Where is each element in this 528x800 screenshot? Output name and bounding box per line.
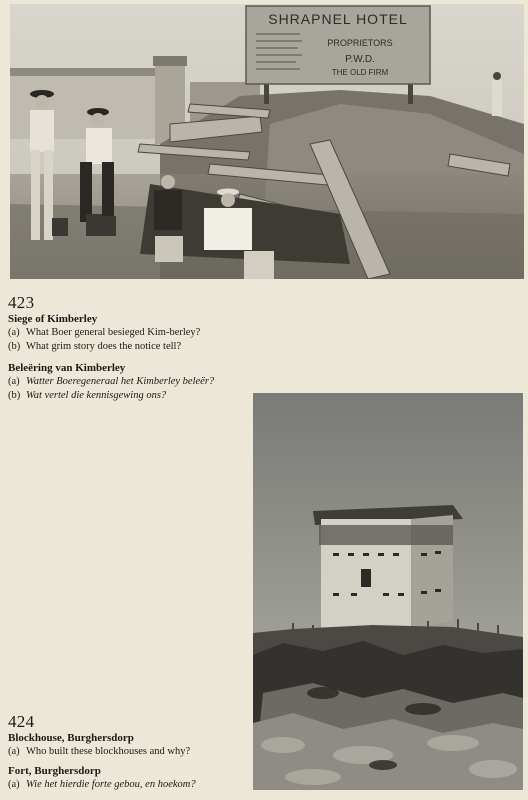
- sign-title: SHRAPNEL HOTEL: [268, 11, 408, 27]
- item-title-en: Siege of Kimberley: [8, 313, 98, 325]
- sign-old-firm: THE OLD FIRM: [331, 68, 389, 77]
- question-text-af: Wie het hierdie forte gebou, en hoekom?: [26, 778, 196, 790]
- blockhouse-photo: [253, 393, 523, 790]
- question-label: (a): [8, 327, 20, 338]
- sign-proprietors: PROPRIETORS: [327, 38, 393, 48]
- question-text: What Boer general besieged Kim-berley?: [26, 327, 201, 338]
- siege-of-kimberley-photo: [10, 4, 524, 279]
- blockhouse-tower: [313, 505, 463, 629]
- item-number: 424: [8, 712, 35, 731]
- question-row: [8, 341, 248, 354]
- question-row-af: [8, 779, 248, 792]
- question-row-af: [8, 390, 248, 403]
- item-title-af: Beleëring van Kimberley: [8, 362, 126, 374]
- question-label: (b): [8, 340, 21, 352]
- question-row: [8, 746, 248, 759]
- question-label: (a): [8, 746, 20, 757]
- question-row: [8, 327, 248, 340]
- item-title-en: Blockhouse, Burghersdorp: [8, 732, 134, 744]
- question-row-af: [8, 376, 248, 389]
- sign-pwd: P.W.D.: [345, 54, 375, 65]
- question-label: (b): [8, 389, 21, 401]
- caption-424: [8, 713, 248, 791]
- question-text-af: Wat vertel die kennisgewing ons?: [26, 389, 167, 401]
- question-text: What grim story does the notice tell?: [26, 340, 182, 352]
- caption-423: [8, 294, 248, 402]
- question-label: (a): [8, 376, 20, 387]
- question-label: (a): [8, 778, 20, 790]
- item-number: 423: [8, 293, 35, 312]
- question-text: Who built these blockhouses and why?: [26, 746, 191, 757]
- item-title-af: Fort, Burghersdorp: [8, 764, 101, 777]
- question-text-af: Watter Boeregeneraal het Kimberley beleër?: [26, 376, 215, 387]
